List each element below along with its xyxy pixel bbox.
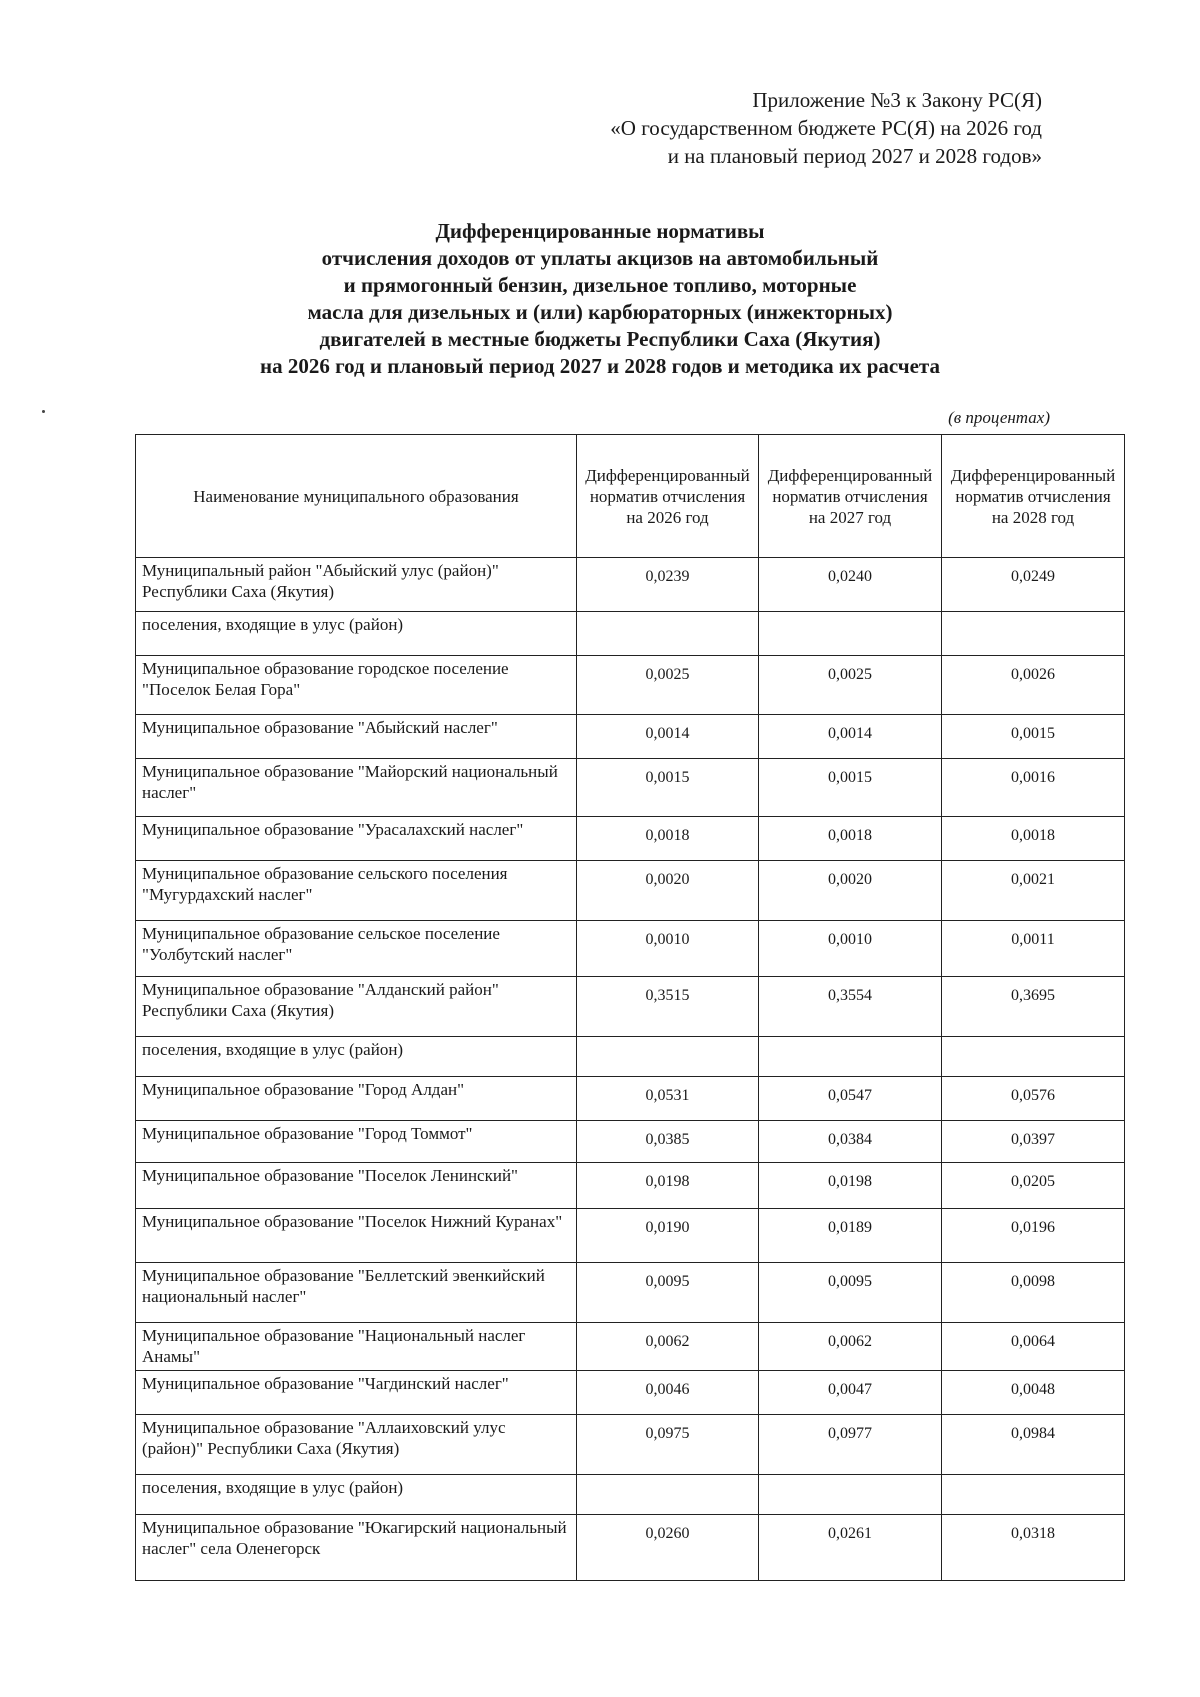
table-row	[136, 759, 1125, 817]
appendix-line-2: «О государственном бюджете РС(Я) на 2026 год	[610, 116, 1042, 140]
row-value-2028: 0,0984	[942, 1415, 1125, 1475]
row-value-2027: 0,3554	[759, 977, 942, 1037]
row-name-cell: Муниципальное образование "Алданский район" Республики Саха (Якутия)	[136, 977, 577, 1037]
row-value-2027: 0,0261	[759, 1515, 942, 1581]
row-name-cell: Муниципальный район "Абыйский улус (район)" Республики Саха (Якутия)	[136, 558, 577, 612]
row-value-2026: 0,0015	[577, 759, 759, 817]
row-name-cell: Муниципальное образование сельское поселение "Уолбутский наслег"	[136, 921, 577, 977]
table-row	[136, 817, 1125, 861]
row-value-2027: 0,0018	[759, 817, 942, 861]
row-value-2028	[942, 1037, 1125, 1077]
row-value-2027: 0,0047	[759, 1371, 942, 1415]
table-row	[136, 558, 1125, 612]
row-value-2028: 0,0397	[942, 1121, 1125, 1163]
table-row	[136, 1037, 1125, 1077]
table-header-row	[136, 435, 1125, 558]
table-row	[136, 612, 1125, 656]
row-value-2027: 0,0240	[759, 558, 942, 612]
header-2026: Дифференцированный норматив отчисления на 2026 год	[577, 435, 759, 558]
row-value-2027	[759, 1037, 942, 1077]
title-line-3: и прямогонный бензин, дизельное топливо, моторные	[343, 273, 857, 297]
row-value-2028: 0,0196	[942, 1209, 1125, 1263]
header-2027: Дифференцированный норматив отчисления на 2027 год	[759, 435, 942, 558]
row-name-cell: Муниципальное образование "Юкагирский национальный наслег" села Оленегорск	[136, 1515, 577, 1581]
row-value-2028: 0,0021	[942, 861, 1125, 921]
row-value-2027: 0,0020	[759, 861, 942, 921]
row-value-2027: 0,0014	[759, 715, 942, 759]
row-value-2026: 0,0190	[577, 1209, 759, 1263]
row-value-2026: 0,0014	[577, 715, 759, 759]
row-value-2027: 0,0010	[759, 921, 942, 977]
row-value-2027: 0,0025	[759, 656, 942, 715]
row-name-cell: Муниципальное образование "Абыйский наслег"	[136, 715, 577, 759]
scan-speck	[42, 410, 45, 413]
row-value-2026: 0,3515	[577, 977, 759, 1037]
row-name-cell: Муниципальное образование "Поселок Ленинский"	[136, 1163, 577, 1209]
row-name-cell: Муниципальное образование городское поселение "Поселок Белая Гора"	[136, 656, 577, 715]
table-row	[136, 1371, 1125, 1415]
row-name-cell: Муниципальное образование "Майорский национальный наслег"	[136, 759, 577, 817]
row-value-2028: 0,0249	[942, 558, 1125, 612]
table-row	[136, 1323, 1125, 1371]
norms-table	[135, 434, 1125, 1581]
table-row	[136, 1209, 1125, 1263]
units-note: (в процентах)	[948, 408, 1050, 427]
title-line-4: масла для дизельных и (или) карбюраторных (инжекторных)	[307, 300, 893, 324]
row-value-2028	[942, 612, 1125, 656]
row-value-2027: 0,0189	[759, 1209, 942, 1263]
row-value-2026	[577, 1475, 759, 1515]
row-value-2026: 0,0018	[577, 817, 759, 861]
header-name: Наименование муниципального образования	[136, 435, 577, 558]
title-line-2: отчисления доходов от уплаты акцизов на автомобильный	[321, 246, 879, 270]
row-value-2028: 0,0576	[942, 1077, 1125, 1121]
row-value-2026	[577, 612, 759, 656]
row-name-cell: Муниципальное образование "Аллаиховский улус (район)" Республики Саха (Якутия)	[136, 1415, 577, 1475]
row-value-2027: 0,0547	[759, 1077, 942, 1121]
appendix-line-3: и на плановый период 2027 и 2028 годов»	[667, 144, 1042, 168]
row-name-cell: Муниципальное образование "Поселок Нижний Куранах"	[136, 1209, 577, 1263]
row-value-2028	[942, 1475, 1125, 1515]
row-value-2028: 0,0205	[942, 1163, 1125, 1209]
row-value-2027	[759, 1475, 942, 1515]
row-value-2028: 0,0098	[942, 1263, 1125, 1323]
table-row	[136, 715, 1125, 759]
table-row	[136, 1121, 1125, 1163]
row-value-2026: 0,0010	[577, 921, 759, 977]
table-row	[136, 1515, 1125, 1581]
row-name-cell: Муниципальное образование "Город Томмот"	[136, 1121, 577, 1163]
row-value-2027: 0,0977	[759, 1415, 942, 1475]
row-value-2026: 0,0531	[577, 1077, 759, 1121]
table-row	[136, 977, 1125, 1037]
table-row	[136, 1415, 1125, 1475]
title-line-1: Дифференцированные нормативы	[435, 219, 765, 243]
title-line-6: на 2026 год и плановый период 2027 и 2028 годов и методика их расчета	[259, 354, 941, 378]
row-value-2028: 0,0048	[942, 1371, 1125, 1415]
row-value-2027: 0,0062	[759, 1323, 942, 1371]
row-value-2028: 0,3695	[942, 977, 1125, 1037]
row-name-cell: Муниципальное образование сельского поселения "Мугурдахский наслег"	[136, 861, 577, 921]
row-value-2026	[577, 1037, 759, 1077]
table-row	[136, 1077, 1125, 1121]
row-value-2026: 0,0020	[577, 861, 759, 921]
row-name-cell: поселения, входящие в улус (район)	[136, 612, 577, 656]
row-name-cell: Муниципальное образование "Беллетский эвенкийский национальный наслег"	[136, 1263, 577, 1323]
row-value-2026: 0,0198	[577, 1163, 759, 1209]
appendix-header	[610, 86, 1042, 170]
row-value-2027: 0,0015	[759, 759, 942, 817]
row-value-2026: 0,0975	[577, 1415, 759, 1475]
row-value-2026: 0,0260	[577, 1515, 759, 1581]
row-value-2028: 0,0064	[942, 1323, 1125, 1371]
row-name-cell: Муниципальное образование "Национальный наслег Анамы"	[136, 1323, 577, 1371]
table-row	[136, 1263, 1125, 1323]
row-value-2026: 0,0239	[577, 558, 759, 612]
row-value-2026: 0,0385	[577, 1121, 759, 1163]
table-row	[136, 1163, 1125, 1209]
table-row	[136, 861, 1125, 921]
appendix-line-1: Приложение №3 к Закону РС(Я)	[752, 88, 1042, 112]
row-value-2028: 0,0011	[942, 921, 1125, 977]
row-name-cell: Муниципальное образование "Чагдинский наслег"	[136, 1371, 577, 1415]
row-value-2028: 0,0318	[942, 1515, 1125, 1581]
table-row	[136, 1475, 1125, 1515]
row-value-2027: 0,0198	[759, 1163, 942, 1209]
row-value-2027	[759, 612, 942, 656]
row-value-2028: 0,0018	[942, 817, 1125, 861]
row-name-cell: поселения, входящие в улус (район)	[136, 1037, 577, 1077]
row-value-2027: 0,0384	[759, 1121, 942, 1163]
row-value-2026: 0,0095	[577, 1263, 759, 1323]
row-name-cell: Муниципальное образование "Урасалахский наслег"	[136, 817, 577, 861]
row-value-2028: 0,0016	[942, 759, 1125, 817]
row-value-2028: 0,0026	[942, 656, 1125, 715]
row-value-2026: 0,0025	[577, 656, 759, 715]
row-value-2028: 0,0015	[942, 715, 1125, 759]
title-line-5: двигателей в местные бюджеты Республики Саха (Якутия)	[319, 327, 881, 351]
header-2028: Дифференцированный норматив отчисления на 2028 год	[942, 435, 1125, 558]
row-value-2026: 0,0062	[577, 1323, 759, 1371]
table-row	[136, 656, 1125, 715]
row-value-2027: 0,0095	[759, 1263, 942, 1323]
row-value-2026: 0,0046	[577, 1371, 759, 1415]
document-title	[180, 218, 1020, 380]
row-name-cell: Муниципальное образование "Город Алдан"	[136, 1077, 577, 1121]
row-name-cell: поселения, входящие в улус (район)	[136, 1475, 577, 1515]
table-row	[136, 921, 1125, 977]
